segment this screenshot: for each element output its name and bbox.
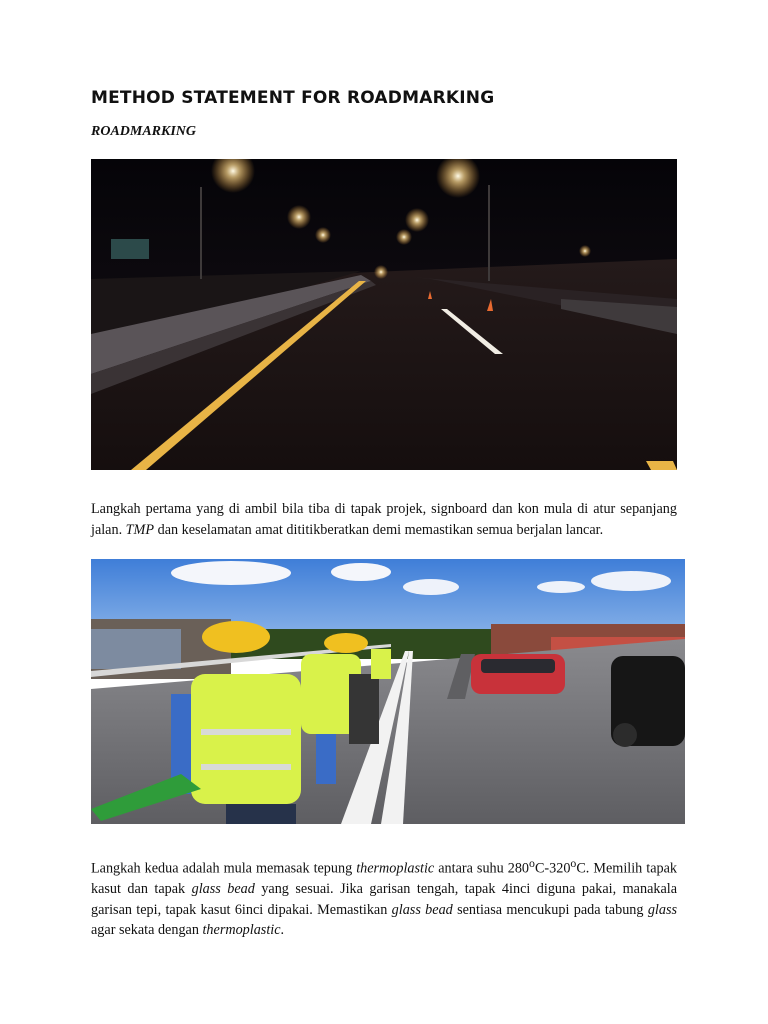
italic-term: thermoplastic	[202, 922, 281, 939]
road-workers-photo	[91, 559, 685, 824]
paragraph-step-2	[91, 853, 677, 941]
paragraph-text: dan keselamatan amat dititikberatkan demi memastikan semua berjalan lancar.	[154, 521, 604, 538]
paragraph-text: antara suhu 280	[434, 860, 530, 877]
paragraph-text: .	[280, 922, 285, 939]
document-title: METHOD STATEMENT FOR ROADMARKING	[91, 88, 495, 108]
degree-superscript: o	[570, 856, 577, 871]
italic-term: TMP	[125, 521, 155, 538]
paragraph-text: agar sekata dengan	[91, 922, 203, 939]
paragraph-text: yang sesuai. Jika garisan tengah, tapak 4inci diguna pakai, manakala garisan tepi, tapak kasut 6inci dipakai. Memastikan	[91, 881, 677, 918]
section-heading: ROADMARKING	[91, 124, 197, 139]
italic-term: glass bead	[391, 901, 453, 918]
paragraph-text: Langkah pertama yang di ambil bila tiba di tapak projek, signboard dan kon mula di atur sepanjang jalan.	[91, 501, 677, 538]
italic-term: thermoplastic	[356, 860, 435, 877]
degree-superscript: o	[529, 856, 535, 871]
paragraph-text: C. Memilih tapak kasut dan tapak	[91, 860, 677, 898]
paragraph-text: Langkah kedua adalah mula memasak tepung	[91, 860, 357, 877]
paragraph-text: C-320	[534, 860, 571, 877]
italic-term: glass bead	[191, 881, 255, 898]
italic-term: glass	[647, 901, 677, 918]
paragraph-step-1	[91, 499, 677, 540]
paragraph-text: sentiasa mencukupi pada tabung	[452, 901, 648, 918]
night-highway-photo	[91, 159, 677, 470]
